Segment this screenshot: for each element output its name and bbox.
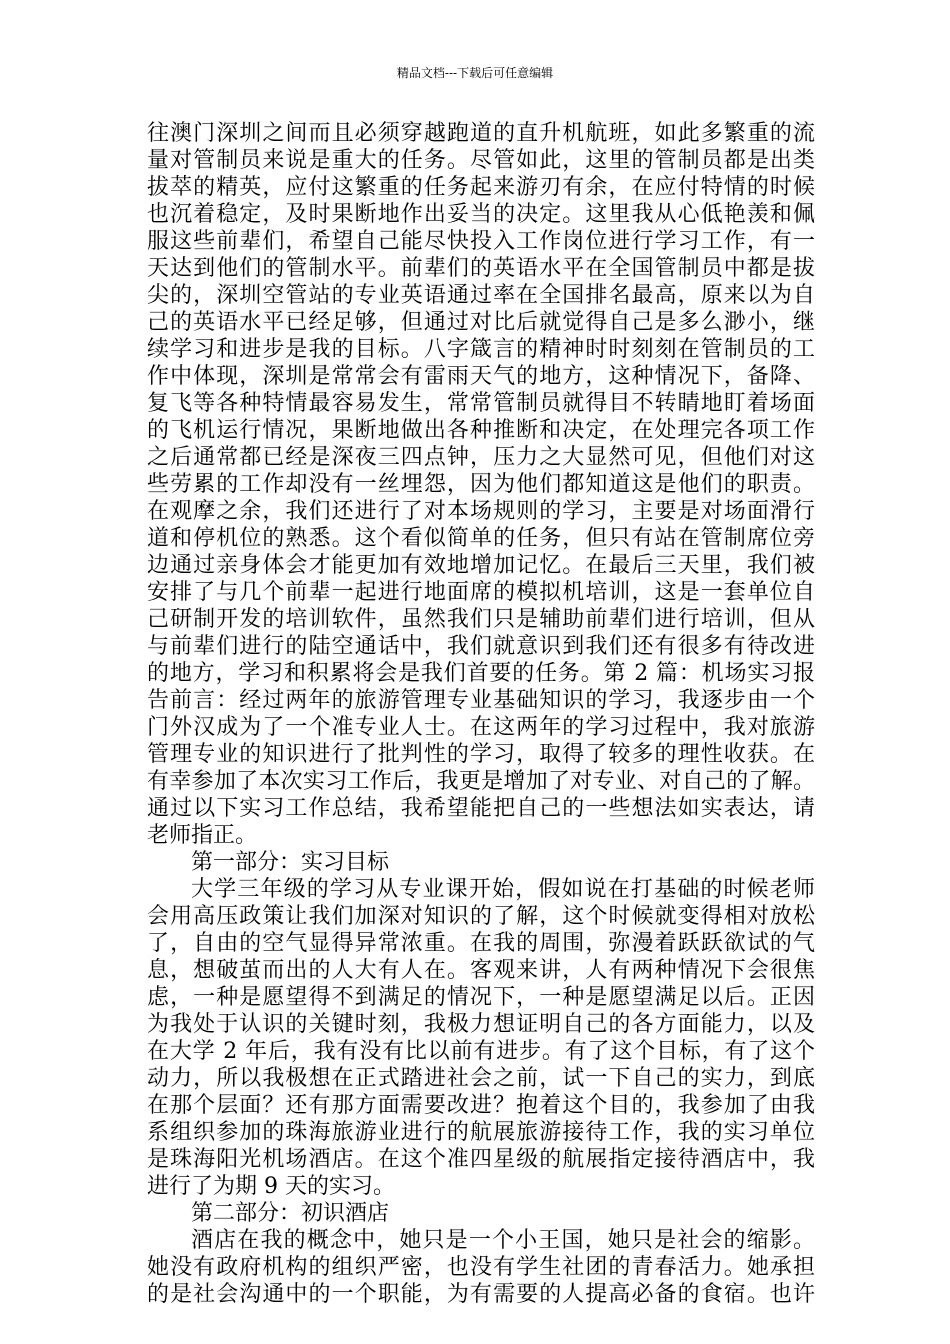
text-line: 安排了与几个前辈一起进行地面席的模拟机培训，这是一套单位自 xyxy=(147,580,815,605)
text-line: 己的英语水平已经足够，但通过对比后就觉得自己是多么渺小，继 xyxy=(147,310,815,335)
text-line: 在观摩之余，我们还进行了对本场规则的学习，主要是对场面滑行 xyxy=(147,499,815,524)
text-line: 些劳累的工作却没有一丝埋怨，因为他们都知道这是他们的职责。 xyxy=(147,472,815,497)
text-line: 老师指正。 xyxy=(147,823,258,848)
page-header: 精品文档---下载后可任意编辑 xyxy=(396,66,554,80)
text-line: 管理专业的知识进行了批判性的学习，取得了较多的理性收获。在 xyxy=(147,742,815,767)
text-line: 会用高压政策让我们加深对知识的了解，这个时候就变得相对放松 xyxy=(147,904,815,929)
text-line: 她没有政府机构的组织严密，也没有学生社团的青春活力。她承担 xyxy=(147,1255,815,1280)
text-line: 进行了为期 9 天的实习。 xyxy=(147,1174,395,1199)
text-line: 为我处于认识的关键时刻，我极力想证明自己的各方面能力，以及 xyxy=(147,1012,815,1037)
text-line: 的飞机运行情况，果断地做出各种推断和决定，在处理完各项工作 xyxy=(147,418,815,443)
text-line: 大学三年级的学习从专业课开始，假如说在打基础的时候老师 xyxy=(191,877,815,902)
text-line: 的地方，学习和积累将会是我们首要的任务。第 2 篇：机场实习报 xyxy=(147,661,815,686)
text-line: 了，自由的空气显得异常浓重。在我的周围，弥漫着跃跃欲试的气 xyxy=(147,931,815,956)
text-line: 与前辈们进行的陆空通话中，我们就意识到我们还有很多有待改进 xyxy=(147,634,815,659)
text-line: 己研制开发的培训软件，虽然我们只是辅助前辈们进行培训，但从 xyxy=(147,607,815,632)
section-heading: 第二部分：初识酒店 xyxy=(191,1201,390,1226)
text-line: 服这些前辈们，希望自己能尽快投入工作岗位进行学习工作，有一 xyxy=(147,229,815,254)
text-line: 拔萃的精英，应付这繁重的任务起来游刃有余，在应付特情的时候 xyxy=(147,175,815,200)
text-line: 作中体现，深圳是常常会有雷雨天气的地方，这种情况下，备降、 xyxy=(147,364,815,389)
text-line: 道和停机位的熟悉。这个看似简单的任务，但只有站在管制席位旁 xyxy=(147,526,815,551)
text-line: 通过以下实习工作总结，我希望能把自己的一些想法如实表达，请 xyxy=(147,796,815,821)
text-line: 量对管制员来说是重大的任务。尽管如此，这里的管制员都是出类 xyxy=(147,148,815,173)
text-line: 之后通常都已经是深夜三四点钟，压力之大显然可见，但他们对这 xyxy=(147,445,815,470)
text-line: 尖的，深圳空管站的专业英语通过率在全国排名最高，原来以为自 xyxy=(147,283,815,308)
text-line: 在大学 2 年后，我有没有比以前有进步。有了这个目标，有了这个 xyxy=(147,1039,815,1064)
text-line: 边通过亲身体会才能更加有效地增加记忆。在最后三天里，我们被 xyxy=(147,553,815,578)
text-line: 是珠海阳光机场酒店。在这个准四星级的航展指定接待酒店中，我 xyxy=(147,1147,815,1172)
text-line: 往澳门深圳之间而且必须穿越跑道的直升机航班，如此多繁重的流 xyxy=(147,121,815,146)
document-body xyxy=(147,120,815,1308)
text-line: 动力，所以我极想在正式踏进社会之前，试一下自己的实力，到底 xyxy=(147,1066,815,1091)
section-heading: 第一部分：实习目标 xyxy=(191,850,390,875)
text-line: 复飞等各种特情最容易发生，常常管制员就得目不转睛地盯着场面 xyxy=(147,391,815,416)
text-line: 系组织参加的珠海旅游业进行的航展旅游接待工作，我的实习单位 xyxy=(147,1120,815,1145)
text-line: 续学习和进步是我的目标。八字箴言的精神时时刻刻在管制员的工 xyxy=(147,337,815,362)
text-line: 告前言：经过两年的旅游管理专业基础知识的学习，我逐步由一个 xyxy=(147,688,815,713)
text-line: 酒店在我的概念中，她只是一个小王国，她只是社会的缩影。 xyxy=(191,1228,815,1253)
text-line: 在那个层面？还有那方面需要改进？抱着这个目的，我参加了由我 xyxy=(147,1093,815,1118)
text-line: 虑，一种是愿望得不到满足的情况下，一种是愿望满足以后。正因 xyxy=(147,985,815,1010)
text-line: 有幸参加了本次实习工作后，我更是增加了对专业、对自己的了解。 xyxy=(147,769,815,794)
text-line: 也沉着稳定，及时果断地作出妥当的决定。这里我从心低艳羡和佩 xyxy=(147,202,815,227)
text-line: 门外汉成为了一个准专业人士。在这两年的学习过程中，我对旅游 xyxy=(147,715,815,740)
text-line: 息，想破茧而出的人大有人在。客观来讲，人有两种情况下会很焦 xyxy=(147,958,815,983)
text-line: 的是社会沟通中的一个职能，为有需要的人提高必备的食宿。也许 xyxy=(147,1282,815,1307)
text-line: 天达到他们的管制水平。前辈们的英语水平在全国管制员中都是拔 xyxy=(147,256,815,281)
